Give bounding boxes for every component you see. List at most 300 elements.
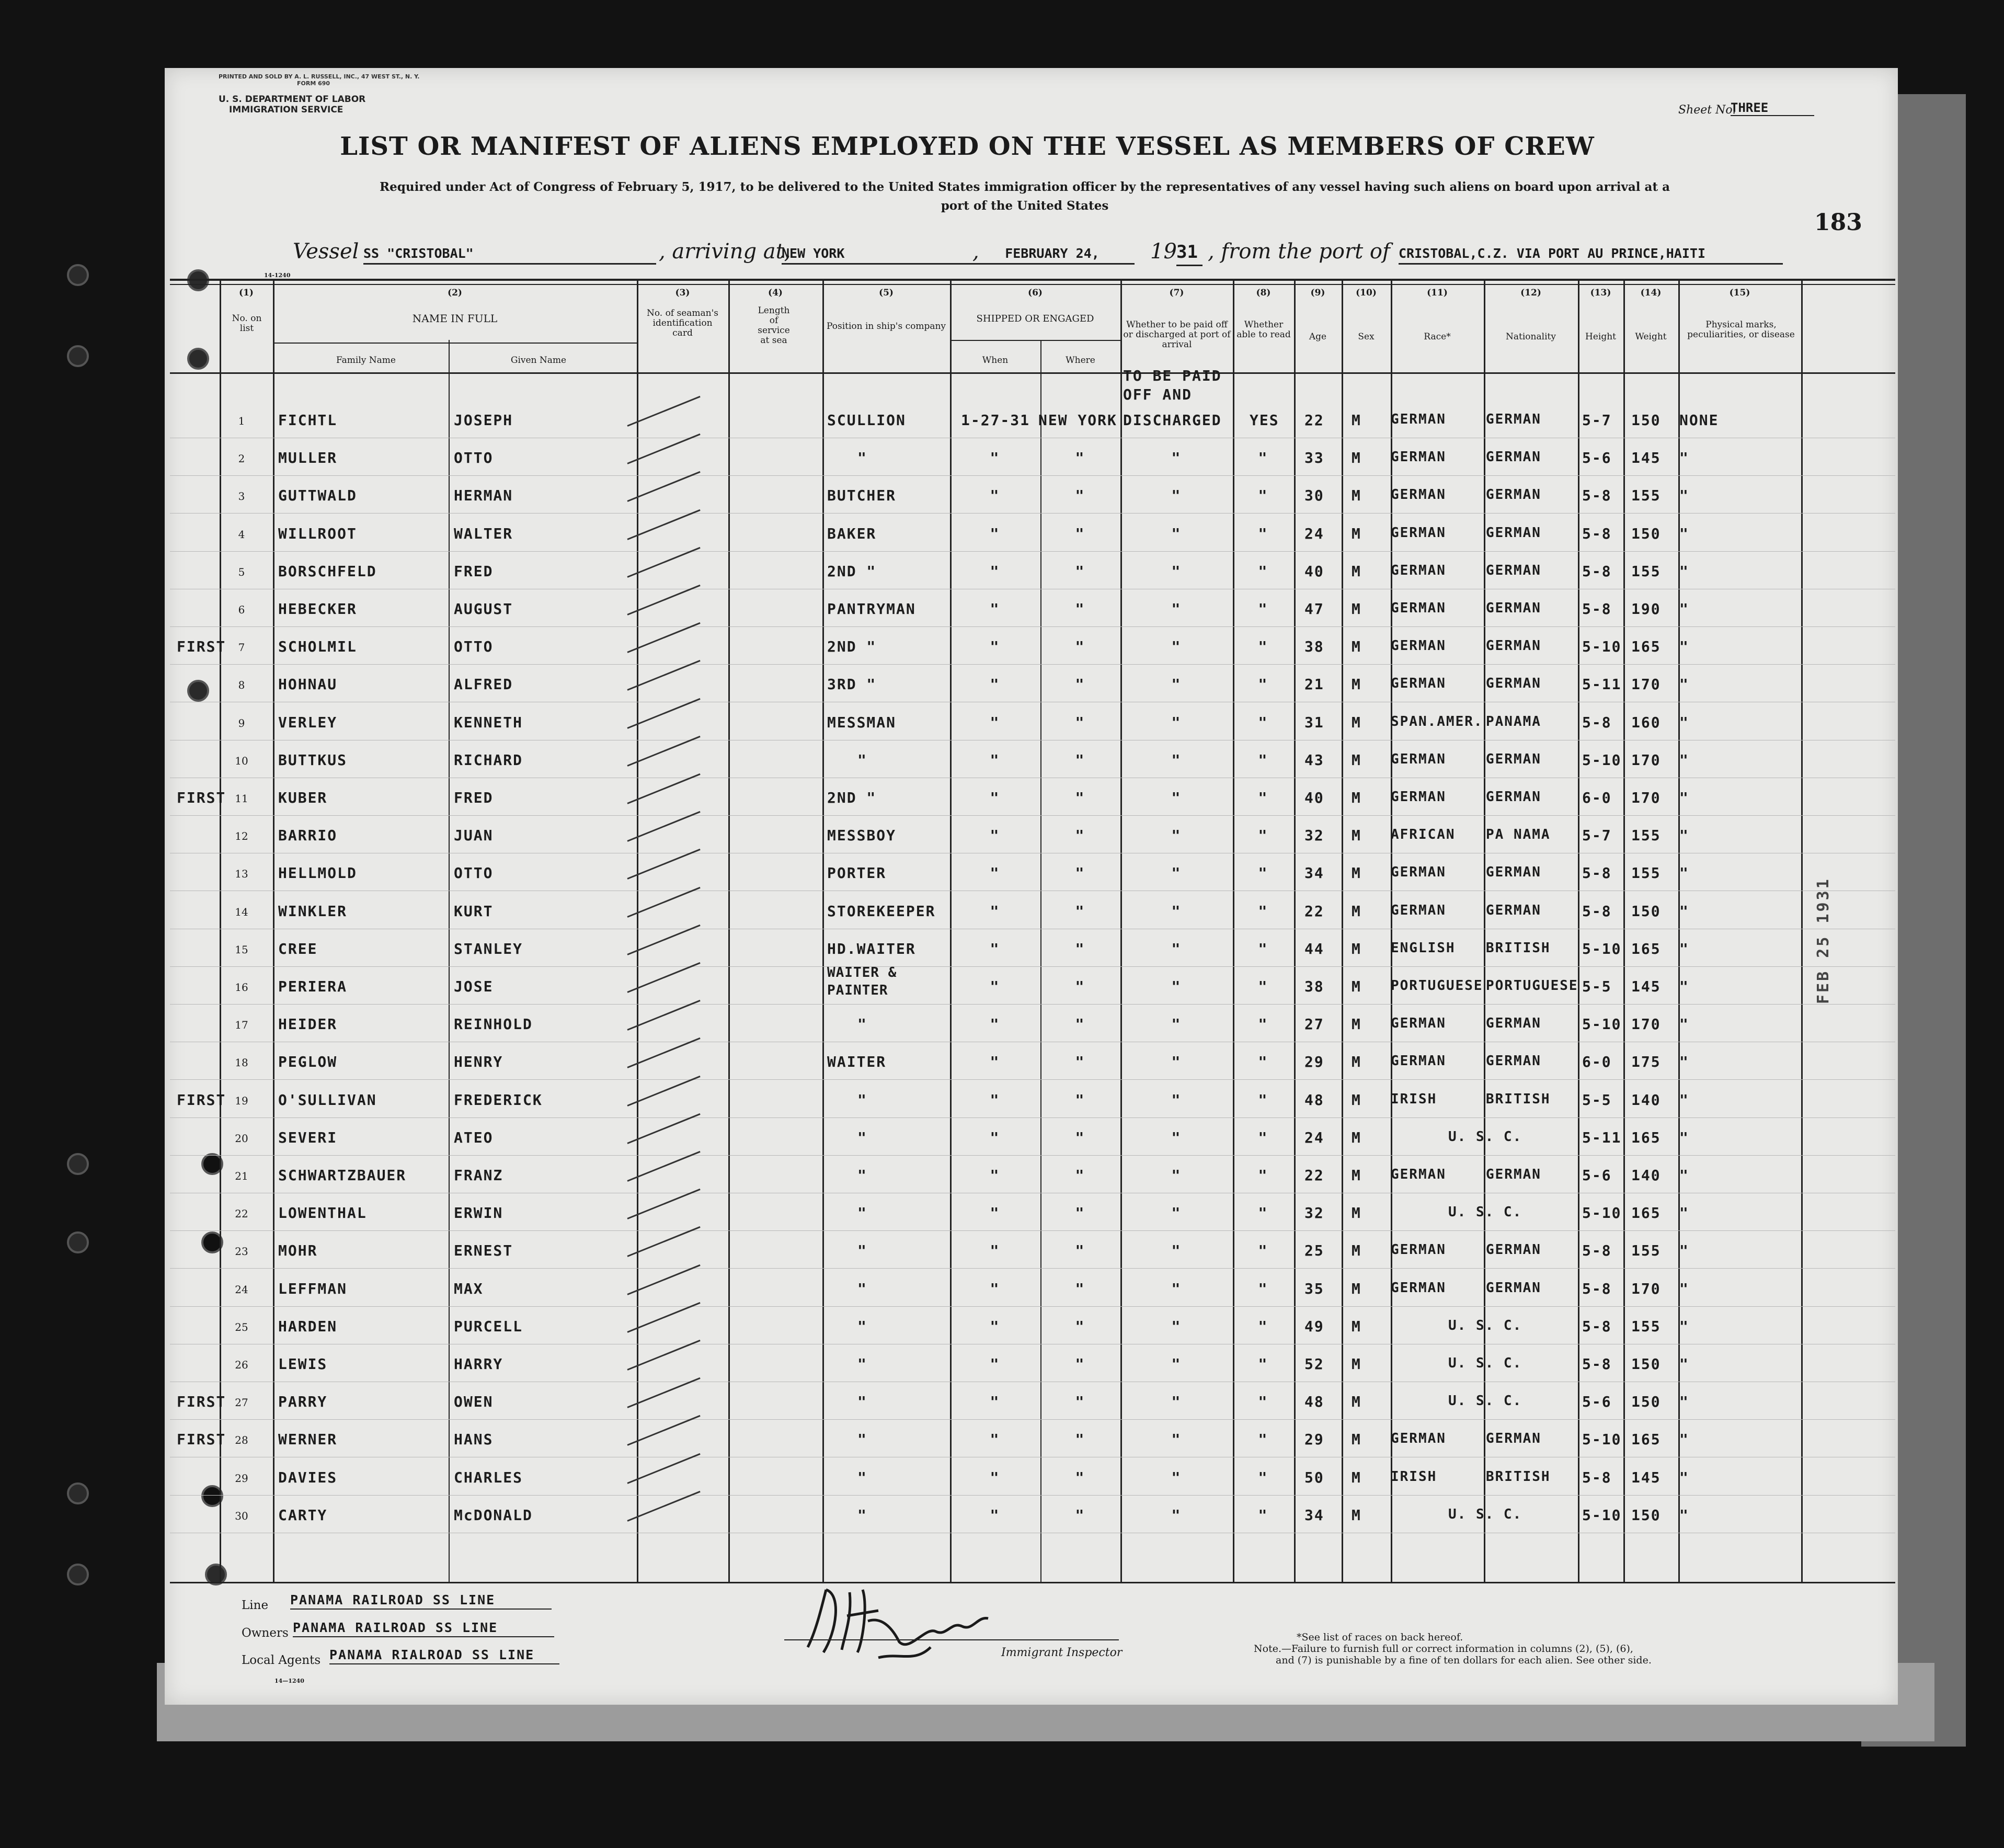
race-cell: GERMAN xyxy=(1391,789,1446,805)
page-number: 183 xyxy=(1814,209,1862,236)
year-prefix: 19 xyxy=(1150,239,1177,264)
paid-off-note: TO BE PAID xyxy=(1123,367,1222,384)
age-cell: 47 xyxy=(1304,600,1324,618)
row-number: 8 xyxy=(238,679,245,692)
age-cell: 43 xyxy=(1304,751,1324,769)
age-cell: 38 xyxy=(1304,638,1324,656)
printer-line: PRINTED AND SOLD BY A. L. RUSSELL, INC., 47 WEST ST., N. Y. xyxy=(219,73,420,80)
shipped-where: " xyxy=(1075,1393,1085,1411)
position-cell: " xyxy=(857,751,867,769)
position-cell: BUTCHER xyxy=(827,487,897,505)
row-number: 14 xyxy=(235,905,248,918)
shipped-where: " xyxy=(1075,827,1085,845)
row-rule xyxy=(170,815,1895,816)
position-cell: 2ND " xyxy=(827,638,877,656)
height-cell: 6-0 xyxy=(1582,1053,1612,1071)
physical-marks-cell: " xyxy=(1679,1204,1689,1222)
header-nationality: Nationality xyxy=(1506,332,1556,342)
height-cell: 5-8 xyxy=(1582,864,1612,882)
shipped-when: " xyxy=(990,1242,1000,1260)
nationality-cell: BRITISH xyxy=(1486,1468,1551,1485)
able-to-read: " xyxy=(1258,1468,1268,1486)
position-cell: 3RD " xyxy=(827,676,877,693)
shipped-when: " xyxy=(990,449,1000,467)
shipped-where: " xyxy=(1075,1204,1085,1222)
family-name: HEIDER xyxy=(278,1016,338,1033)
age-cell: 31 xyxy=(1304,713,1324,731)
physical-marks-cell: " xyxy=(1679,1091,1689,1109)
binder-hole xyxy=(67,1231,89,1253)
row-rule xyxy=(170,966,1895,967)
given-name: ERNEST xyxy=(454,1242,513,1260)
position-cell: " xyxy=(857,1280,867,1297)
family-name: LOWENTHAL xyxy=(278,1204,367,1222)
header-when: When xyxy=(982,355,1009,366)
shipped-where: " xyxy=(1075,789,1085,806)
col-num: (1) xyxy=(239,288,254,298)
paid-off-cell: " xyxy=(1171,940,1182,957)
age-cell: 52 xyxy=(1304,1355,1324,1373)
column-divider xyxy=(1578,279,1579,1583)
page-title: LIST OR MANIFEST OF ALIENS EMPLOYED ON THE VESSEL AS MEMBERS OF CREW xyxy=(340,132,1595,161)
shipped-when: " xyxy=(990,940,1000,957)
able-to-read: " xyxy=(1258,487,1268,505)
able-to-read: " xyxy=(1258,902,1268,920)
family-name: SEVERI xyxy=(278,1128,338,1146)
physical-marks-cell: " xyxy=(1679,562,1689,580)
col-num: (7) xyxy=(1169,288,1184,298)
row-number: 7 xyxy=(238,641,245,654)
given-name: FREDERICK xyxy=(454,1091,543,1109)
shipped-where: " xyxy=(1075,1468,1085,1486)
row-number: 26 xyxy=(235,1359,248,1371)
given-name: ERWIN xyxy=(454,1204,503,1222)
weight-cell: 150 xyxy=(1631,1393,1661,1411)
shipped-where: " xyxy=(1075,562,1085,580)
race-cell: GERMAN xyxy=(1391,600,1446,616)
paid-off-cell: " xyxy=(1171,1431,1182,1448)
age-cell: 22 xyxy=(1304,1167,1324,1184)
shipped-where: " xyxy=(1075,1053,1085,1071)
nationality-cell: BRITISH xyxy=(1486,1091,1551,1107)
penalty-note: and (7) is punishable by a fine of ten dollars for each alien. See other side. xyxy=(1276,1655,1652,1666)
row-rule xyxy=(170,1230,1895,1231)
position-cell: " xyxy=(857,1317,867,1335)
physical-marks-cell: " xyxy=(1679,676,1689,693)
position-cell: 2ND " xyxy=(827,789,877,806)
header-height: Height xyxy=(1585,332,1616,342)
race-cell: GERMAN xyxy=(1391,524,1446,541)
mark-cell: FIRST xyxy=(177,1431,226,1448)
family-name: MOHR xyxy=(278,1242,318,1260)
race-cell: U. S. C. xyxy=(1448,1506,1522,1522)
nationality-cell: GERMAN xyxy=(1486,600,1541,616)
race-cell: GERMAN xyxy=(1391,1431,1446,1447)
race-cell: AFRICAN xyxy=(1391,827,1456,843)
age-cell: 32 xyxy=(1304,1204,1324,1222)
age-cell: 22 xyxy=(1304,412,1324,429)
column-divider xyxy=(1678,279,1680,1583)
weight-cell: 165 xyxy=(1631,1128,1661,1146)
race-cell: U. S. C. xyxy=(1448,1204,1522,1220)
nationality-cell: GERMAN xyxy=(1486,676,1541,692)
able-to-read: " xyxy=(1258,638,1268,656)
arriving-port: NEW YORK xyxy=(782,246,970,265)
race-cell: U. S. C. xyxy=(1448,1393,1522,1409)
paid-off-cell: " xyxy=(1171,1053,1182,1071)
able-to-read: " xyxy=(1258,1506,1268,1524)
given-name: RICHARD xyxy=(454,751,523,769)
binder-hole xyxy=(67,1153,89,1175)
weight-cell: 155 xyxy=(1631,487,1661,505)
sex-cell: M xyxy=(1352,1053,1361,1071)
col-num: (4) xyxy=(768,288,783,298)
vessel-label: Vessel xyxy=(293,239,359,264)
column-divider xyxy=(273,279,274,1583)
owners-label: Owners xyxy=(242,1626,289,1640)
shipped-when: " xyxy=(990,1091,1000,1109)
position-cell: " xyxy=(857,1128,867,1146)
age-cell: 40 xyxy=(1304,789,1324,806)
race-cell: GERMAN xyxy=(1391,676,1446,692)
sex-cell: M xyxy=(1352,713,1361,731)
col-num: (10) xyxy=(1356,288,1377,298)
race-cell: GERMAN xyxy=(1391,487,1446,503)
position-cell: WAITER & PAINTER xyxy=(827,965,897,998)
paid-off-cell: " xyxy=(1171,1242,1182,1260)
paid-off-cell: " xyxy=(1171,1355,1182,1373)
row-number: 28 xyxy=(235,1434,248,1447)
height-cell: 5-8 xyxy=(1582,713,1612,731)
col-num: (11) xyxy=(1427,288,1448,298)
weight-cell: 150 xyxy=(1631,524,1661,542)
form-code: 14—1240 xyxy=(274,1678,304,1684)
header-given-name: Given Name xyxy=(510,355,567,366)
race-cell: IRISH xyxy=(1391,1468,1437,1485)
shipped-where: " xyxy=(1075,1242,1085,1260)
given-name: JUAN xyxy=(454,827,494,845)
shipped-where: " xyxy=(1075,487,1085,505)
race-cell: IRISH xyxy=(1391,1091,1437,1107)
physical-marks-cell: " xyxy=(1679,524,1689,542)
weight-cell: 175 xyxy=(1631,1053,1661,1071)
position-cell: " xyxy=(857,1431,867,1448)
paid-off-cell: " xyxy=(1171,1506,1182,1524)
shipped-when: " xyxy=(990,524,1000,542)
column-divider xyxy=(637,279,638,1583)
able-to-read: " xyxy=(1258,751,1268,769)
able-to-read: " xyxy=(1258,940,1268,957)
shipped-where: " xyxy=(1075,638,1085,656)
height-cell: 5-6 xyxy=(1582,1167,1612,1184)
position-cell: " xyxy=(857,1355,867,1373)
nationality-cell: GERMAN xyxy=(1486,789,1541,805)
col-num: (6) xyxy=(1028,288,1043,298)
year-suffix: 31 xyxy=(1176,242,1203,266)
shipped-where: " xyxy=(1075,600,1085,618)
family-name: PERIERA xyxy=(278,978,348,995)
family-name: SCHOLMIL xyxy=(278,638,357,656)
able-to-read: " xyxy=(1258,827,1268,845)
shipped-when: " xyxy=(990,827,1000,845)
paid-off-cell: " xyxy=(1171,751,1182,769)
binder-hole xyxy=(67,345,89,367)
binder-hole xyxy=(67,1482,89,1504)
able-to-read: " xyxy=(1258,864,1268,882)
shipped-where: " xyxy=(1075,1016,1085,1033)
race-cell: PORTUGUESE xyxy=(1391,978,1483,994)
age-cell: 34 xyxy=(1304,864,1324,882)
row-number: 4 xyxy=(238,528,245,541)
shipped-where: " xyxy=(1075,449,1085,467)
weight-cell: 150 xyxy=(1631,902,1661,920)
physical-marks-cell: " xyxy=(1679,600,1689,618)
able-to-read: YES xyxy=(1250,412,1279,429)
header-age: Age xyxy=(1309,332,1327,342)
position-cell: WAITER xyxy=(827,1053,887,1071)
position-cell: HD.WAITER xyxy=(827,940,916,957)
sex-cell: M xyxy=(1352,902,1361,920)
family-name: WERNER xyxy=(278,1431,338,1448)
nationality-cell: GERMAN xyxy=(1486,638,1541,654)
table-top-border xyxy=(170,284,1895,285)
nationality-cell: GERMAN xyxy=(1486,562,1541,578)
height-cell: 5-10 xyxy=(1582,638,1622,656)
shipped-where: " xyxy=(1075,676,1085,693)
position-cell: " xyxy=(857,1468,867,1486)
height-cell: 5-11 xyxy=(1582,676,1622,693)
col-num: (12) xyxy=(1520,288,1541,298)
family-name: BUTTKUS xyxy=(278,751,348,769)
able-to-read: " xyxy=(1258,1204,1268,1222)
physical-marks-cell: " xyxy=(1679,1468,1689,1486)
col-num: (5) xyxy=(879,288,894,298)
height-cell: 5-8 xyxy=(1582,487,1612,505)
given-name: FRANZ xyxy=(454,1167,503,1184)
physical-marks-cell: " xyxy=(1679,1355,1689,1373)
column-divider xyxy=(1391,279,1392,1583)
position-cell: " xyxy=(857,1016,867,1033)
shipped-where: " xyxy=(1075,751,1085,769)
family-name: CREE xyxy=(278,940,318,957)
position-cell: " xyxy=(857,1091,867,1109)
shipped-when: " xyxy=(990,1468,1000,1486)
race-cell: GERMAN xyxy=(1391,449,1446,465)
physical-marks-cell: " xyxy=(1679,902,1689,920)
physical-marks-cell: " xyxy=(1679,487,1689,505)
weight-cell: 170 xyxy=(1631,751,1661,769)
race-cell: GERMAN xyxy=(1391,902,1446,918)
subtitle-line: port of the United States xyxy=(941,199,1109,213)
department-name: U. S. DEPARTMENT OF LABOR xyxy=(219,94,366,105)
physical-marks-cell: " xyxy=(1679,827,1689,845)
binder-hole xyxy=(67,264,89,286)
sex-cell: M xyxy=(1352,827,1361,845)
row-rule xyxy=(170,513,1895,514)
shipped-when: " xyxy=(990,1393,1000,1411)
sex-cell: M xyxy=(1352,789,1361,806)
header-name-in-full: NAME IN FULL xyxy=(412,312,498,325)
age-cell: 44 xyxy=(1304,940,1324,957)
family-name: LEFFMAN xyxy=(278,1280,348,1297)
age-cell: 35 xyxy=(1304,1280,1324,1297)
row-number: 12 xyxy=(235,830,248,843)
position-cell: PORTER xyxy=(827,864,887,882)
paid-off-cell: " xyxy=(1171,1280,1182,1297)
row-rule xyxy=(170,475,1895,476)
row-number: 15 xyxy=(235,943,248,956)
row-number: 19 xyxy=(235,1094,248,1107)
paid-off-cell: " xyxy=(1171,902,1182,920)
header-paid-off: Whether to be paid off or discharged at port of arrival xyxy=(1123,320,1231,350)
inspector-signature-line xyxy=(784,1639,1119,1640)
weight-cell: 150 xyxy=(1631,1506,1661,1524)
row-number: 20 xyxy=(235,1132,248,1145)
row-rule xyxy=(170,1268,1895,1269)
able-to-read: " xyxy=(1258,600,1268,618)
able-to-read: " xyxy=(1258,562,1268,580)
form-code: 14-1240 xyxy=(264,272,291,279)
nationality-cell: GERMAN xyxy=(1486,487,1541,503)
paid-off-cell: " xyxy=(1171,676,1182,693)
given-name: PURCELL xyxy=(454,1317,523,1335)
shipped-where: " xyxy=(1075,1431,1085,1448)
column-divider xyxy=(449,340,450,1583)
position-cell: STOREKEEPER xyxy=(827,902,936,920)
col-num: (9) xyxy=(1310,288,1325,298)
given-name: McDONALD xyxy=(454,1506,533,1524)
line-label: Line xyxy=(242,1599,269,1612)
shipped-when: " xyxy=(990,1506,1000,1524)
row-number: 10 xyxy=(235,754,248,767)
weight-cell: 150 xyxy=(1631,1355,1661,1373)
physical-marks-cell: " xyxy=(1679,1280,1689,1297)
sex-cell: M xyxy=(1352,487,1361,505)
weight-cell: 170 xyxy=(1631,1280,1661,1297)
age-cell: 24 xyxy=(1304,1128,1324,1146)
height-cell: 5-10 xyxy=(1582,751,1622,769)
able-to-read: " xyxy=(1258,1393,1268,1411)
height-cell: 5-8 xyxy=(1582,562,1612,580)
height-cell: 5-10 xyxy=(1582,1506,1622,1524)
physical-marks-cell: " xyxy=(1679,940,1689,957)
age-cell: 38 xyxy=(1304,978,1324,995)
sex-cell: M xyxy=(1352,940,1361,957)
age-cell: 21 xyxy=(1304,676,1324,693)
sex-cell: M xyxy=(1352,1204,1361,1222)
header-length-service: Length of service at sea xyxy=(758,305,790,346)
able-to-read: " xyxy=(1258,789,1268,806)
able-to-read: " xyxy=(1258,1016,1268,1033)
from-label: , from the port of xyxy=(1208,239,1390,264)
given-name: ATEO xyxy=(454,1128,494,1146)
agents-label: Local Agents xyxy=(242,1653,321,1667)
row-number: 11 xyxy=(235,792,248,805)
shipped-where: " xyxy=(1075,1317,1085,1335)
column-divider xyxy=(728,279,730,1583)
header-weight: Weight xyxy=(1635,332,1667,342)
row-rule xyxy=(170,664,1895,665)
height-cell: 5-8 xyxy=(1582,1317,1612,1335)
shipped-when: " xyxy=(990,676,1000,693)
physical-marks-cell: " xyxy=(1679,789,1689,806)
race-cell: U. S. C. xyxy=(1448,1317,1522,1333)
nationality-cell: GERMAN xyxy=(1486,751,1541,767)
nationality-cell: GERMAN xyxy=(1486,1053,1541,1069)
height-cell: 5-10 xyxy=(1582,940,1622,957)
height-cell: 6-0 xyxy=(1582,789,1612,806)
given-name: REINHOLD xyxy=(454,1016,533,1033)
physical-marks-cell: " xyxy=(1679,1317,1689,1335)
service-name: IMMIGRATION SERVICE xyxy=(229,105,343,115)
age-cell: 27 xyxy=(1304,1016,1324,1033)
printer-imprint xyxy=(219,73,419,87)
shipped-when: " xyxy=(990,1355,1000,1373)
shipped-when: " xyxy=(990,1016,1000,1033)
able-to-read: " xyxy=(1258,449,1268,467)
weight-cell: 140 xyxy=(1631,1167,1661,1184)
owners-value: PANAMA RAILROAD SS LINE xyxy=(293,1620,554,1637)
col-num: (15) xyxy=(1729,288,1750,298)
height-cell: 5-8 xyxy=(1582,1280,1612,1297)
races-note: *See list of races on back hereof. xyxy=(1297,1632,1463,1643)
column-divider xyxy=(1233,279,1234,1583)
row-number: 16 xyxy=(235,981,248,994)
height-cell: 5-8 xyxy=(1582,1355,1612,1373)
height-cell: 5-6 xyxy=(1582,1393,1612,1411)
shipped-when: " xyxy=(990,1128,1000,1146)
height-cell: 5-8 xyxy=(1582,1468,1612,1486)
weight-cell: 170 xyxy=(1631,1016,1661,1033)
inspector-label: Immigrant Inspector xyxy=(1001,1646,1123,1659)
sex-cell: M xyxy=(1352,600,1361,618)
given-name: WALTER xyxy=(454,524,513,542)
shipped-when: " xyxy=(990,1280,1000,1297)
row-number: 30 xyxy=(235,1509,248,1522)
given-name: HENRY xyxy=(454,1053,503,1071)
arrival-date: FEBRUARY 24, xyxy=(970,246,1135,265)
position-cell: MESSBOY xyxy=(827,827,897,845)
able-to-read: " xyxy=(1258,713,1268,731)
binder-hole xyxy=(67,1564,89,1585)
height-cell: 5-10 xyxy=(1582,1016,1622,1033)
sheet-number: THREE xyxy=(1731,100,1814,116)
weight-cell: 165 xyxy=(1631,940,1661,957)
race-cell: ENGLISH xyxy=(1391,940,1456,956)
nationality-cell: GERMAN xyxy=(1486,902,1541,918)
able-to-read: " xyxy=(1258,524,1268,542)
physical-marks-cell: " xyxy=(1679,978,1689,995)
able-to-read: " xyxy=(1258,1091,1268,1109)
given-name: HARRY xyxy=(454,1355,503,1373)
sex-cell: M xyxy=(1352,1506,1361,1524)
given-name: CHARLES xyxy=(454,1468,523,1486)
from-port: CRISTOBAL,C.Z. VIA PORT AU PRINCE,HAITI xyxy=(1399,246,1783,265)
age-cell: 22 xyxy=(1304,902,1324,920)
shipped-where: " xyxy=(1075,1167,1085,1184)
header-physical: Physical marks, peculiarities, or disease xyxy=(1687,320,1795,340)
column-divider xyxy=(1342,279,1343,1583)
paid-off-cell: " xyxy=(1171,1204,1182,1222)
age-cell: 32 xyxy=(1304,827,1324,845)
height-cell: 5-5 xyxy=(1582,978,1612,995)
paid-off-cell: " xyxy=(1171,638,1182,656)
given-name: OWEN xyxy=(454,1393,494,1411)
given-name: FRED xyxy=(454,562,494,580)
family-name: CARTY xyxy=(278,1506,328,1524)
sex-cell: M xyxy=(1352,864,1361,882)
row-number: 3 xyxy=(238,490,245,503)
